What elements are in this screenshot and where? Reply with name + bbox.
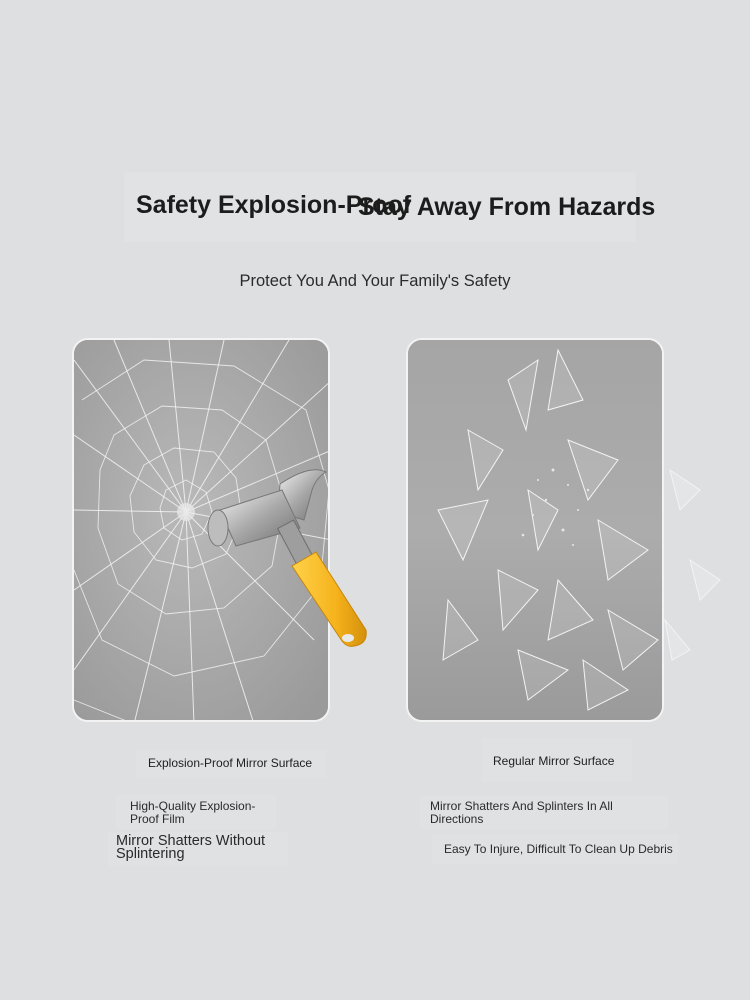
regular-mirror-image bbox=[406, 338, 664, 722]
left-feature-2: Mirror Shatters Without Splintering bbox=[116, 833, 266, 862]
headline-part-b: Stay Away From Hazards bbox=[358, 193, 656, 221]
headline-part-a: Safety Explosion-Proof bbox=[136, 191, 412, 219]
right-feature-2: Easy To Injure, Difficult To Clean Up Debris bbox=[444, 842, 673, 856]
subtitle: Protect You And Your Family's Safety bbox=[239, 272, 511, 290]
flying-shards bbox=[660, 450, 740, 670]
shattered-glass-graphic bbox=[408, 340, 664, 722]
right-feature-1: Mirror Shatters And Splinters In All Directions bbox=[430, 799, 613, 826]
left-feature-1: High-Quality Explosion-Proof Film bbox=[130, 799, 256, 826]
hammer-icon bbox=[200, 462, 370, 650]
right-caption: Regular Mirror Surface bbox=[493, 754, 615, 768]
left-caption: Explosion-Proof Mirror Surface bbox=[148, 756, 313, 770]
